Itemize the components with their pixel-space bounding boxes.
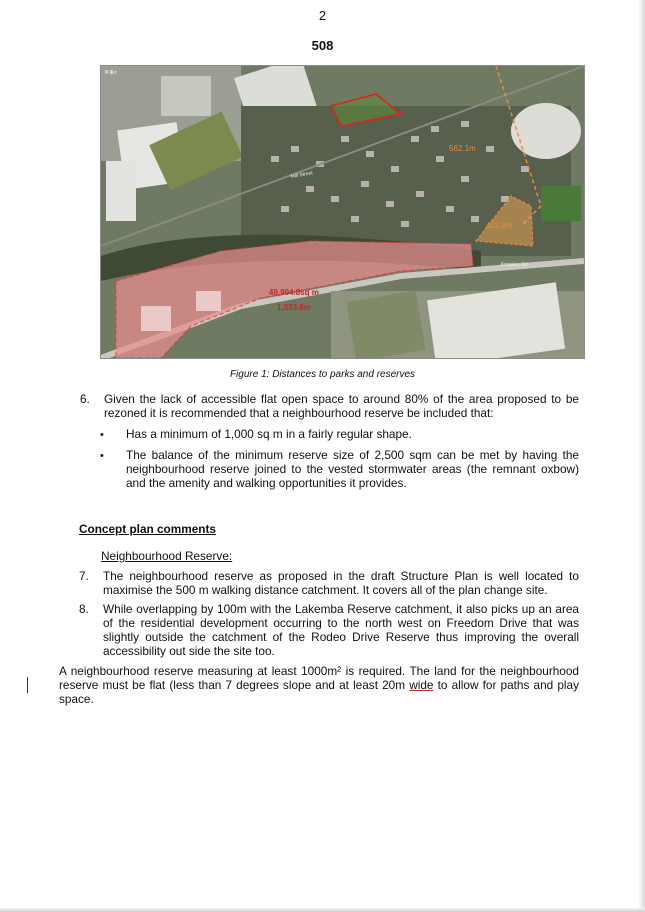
distance-label-top: 562.1m: [449, 144, 476, 153]
aerial-map-figure: [100, 65, 585, 359]
closing-text-flagged-word: wide: [409, 678, 434, 692]
page-number: 2: [318, 8, 327, 23]
document-stamp-number: 508: [311, 38, 334, 53]
map-toolbar-icon: ✕⊕⌕: [104, 70, 118, 76]
aerial-map: [101, 66, 584, 358]
item-7-text: The neighbourhood reserve as proposed in the draft Structure Plan is well located to maximise the 500 m walking distance catchment. It covers all of the plan change site.: [103, 569, 579, 597]
closing-text-part-1: A neighbourhood reserve measuring at least 1000m² is required. The land for the neighbourhood reserve must be flat (less than 7 degrees slope and at least 20m: [59, 664, 579, 692]
item-6-number: 6.: [80, 392, 90, 406]
figure-caption: Figure 1: Distances to parks and reserves: [229, 369, 416, 380]
page-edge-shadow-bottom: [0, 908, 645, 912]
bullet-icon: •: [100, 429, 104, 441]
page-edge-shadow: [639, 0, 645, 912]
subsection-heading: Neighbourhood Reserve:: [101, 549, 233, 563]
site-perimeter-label: 1,333.8m: [277, 303, 311, 312]
distance-label-right: 422.3m: [486, 221, 513, 230]
item-6-bullet-1: Has a minimum of 1,000 sq m in a fairly regular shape.: [126, 427, 412, 441]
section-heading: Concept plan comments: [79, 522, 216, 536]
item-8-number: 8.: [79, 602, 89, 616]
item-8-text: While overlapping by 100m with the Lakemba Reserve catchment, it also picks up an area of the residential development occurring to the north west on Freedom Drive that was slightly outside the catchment of the Rodeo Drive Reserve thus improving the overall accessibility out side the site too.: [103, 602, 579, 658]
closing-paragraph: [59, 664, 579, 706]
item-6-bullet-2: The balance of the minimum reserve size of 2,500 sqm can be met by having the neighbourhood reserve joined to the vested stormwater areas (the remnant oxbow) and the amenity and walking opportunities it provides.: [126, 448, 579, 490]
item-6-text: Given the lack of accessible flat open space to around 80% of the area proposed to be rezoned it is recommended that a neighbourhood reserve be included that:: [104, 392, 579, 420]
item-7-number: 7.: [79, 569, 89, 583]
road-label: Mill Street: [290, 170, 314, 180]
site-area-label: 49,904.8sq m: [269, 288, 319, 297]
revision-change-bar: [27, 677, 28, 693]
road-label-2: Kingsley Rd: [501, 262, 528, 268]
closing-text-part-2: to allow for paths and play space.: [59, 678, 579, 706]
bullet-icon: •: [100, 450, 104, 462]
